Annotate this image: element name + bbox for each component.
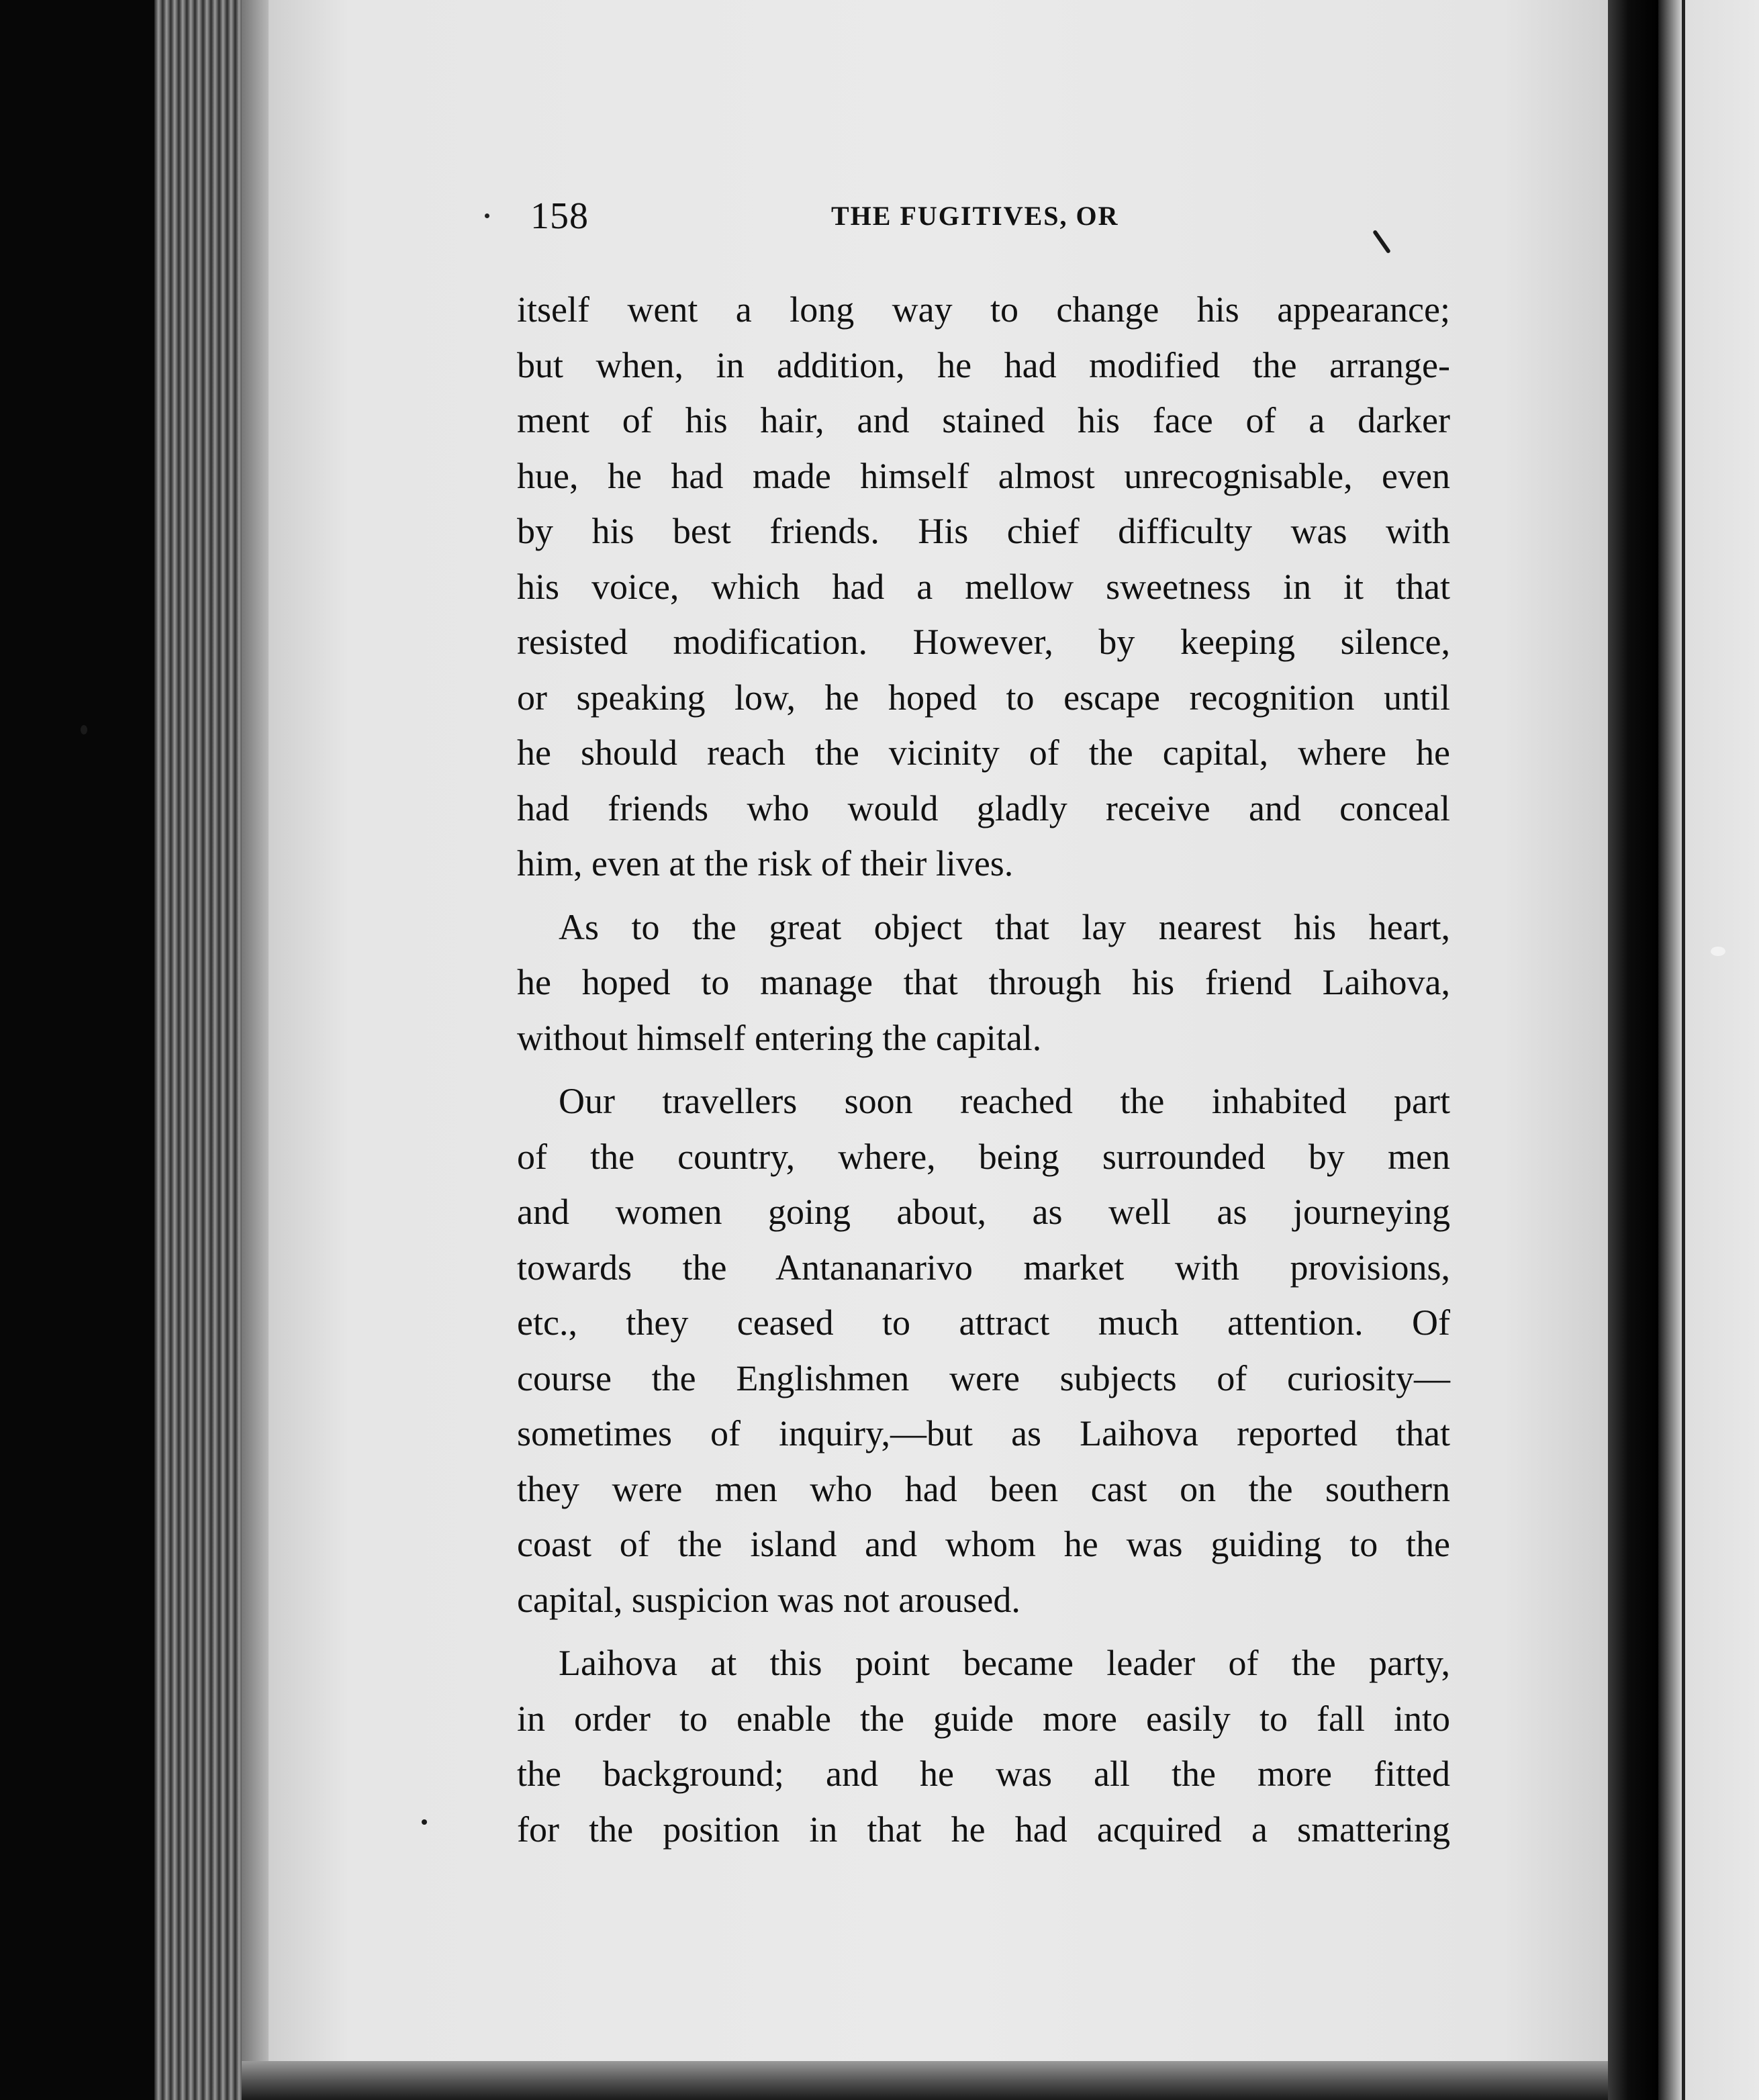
text-line: sometimes of inquiry,—but as Laihova reported that [517,1413,1450,1453]
margin-speck [485,213,489,218]
paragraph-1 [517,282,1450,892]
text-line: or speaking low, he hoped to escape recognition until [517,677,1450,718]
text-line: he hoped to manage that through his friend Laihova, [517,962,1450,1002]
text-line: As to the great object that lay nearest his heart, [559,906,1450,947]
facing-page-edge [1658,0,1759,2100]
text-line: him, even at the risk of their lives. [517,843,1014,884]
body-text [517,282,1450,1857]
text-line: course the Englishmen were subjects of curiosity— [517,1357,1450,1398]
page-number: 158 [530,195,589,237]
text-line: capital, suspicion was not aroused. [517,1579,1020,1620]
text-line: of the country, where, being surrounded by men [517,1136,1450,1177]
text-line: hue, he had made himself almost unrecognisable, even [517,455,1450,496]
text-line: the background; and he was all the more fitted [517,1754,1450,1794]
text-line: he should reach the vicinity of the capital, where he [517,732,1450,773]
text-line: they were men who had been cast on the southern [517,1468,1450,1509]
text-line: and women going about, as well as journeying [517,1192,1450,1232]
text-line: Our travellers soon reached the inhabited part [559,1081,1450,1121]
text-line: without himself entering the capital. [517,1017,1042,1058]
text-line: towards the Antananarivo market with provisions, [517,1247,1450,1288]
paragraph-2 [517,900,1450,1066]
text-line: for the position in that he had acquired a smattering [517,1809,1450,1850]
running-head [530,195,1464,248]
page-bottom-edge [242,2061,1625,2100]
facing-page-rule [1682,0,1685,2100]
text-line: etc., they ceased to attract much attention. Of [517,1302,1450,1343]
text-line: ment of his hair, and stained his face of a darker [517,400,1450,440]
text-line: had friends who would gladly receive and conceal [517,787,1450,828]
running-title: THE FUGITIVES, OR [831,201,1119,231]
text-line: but when, in addition, he had modified the arrange- [517,344,1450,385]
paragraph-4 [517,1635,1450,1857]
scan-speck [1711,947,1725,956]
text-line: his voice, which had a mellow sweetness in it that [517,566,1450,607]
text-line: by his best friends. His chief difficulty was with [517,511,1450,551]
text-line: itself went a long way to change his appearance; [517,289,1450,330]
paragraph-3 [517,1073,1450,1627]
text-line: resisted modification. However, by keeping silence, [517,622,1450,662]
text-line: coast of the island and whom he was guiding to the [517,1524,1450,1564]
scan-speck [422,1819,427,1825]
text-line: in order to enable the guide more easily to fall into [517,1698,1450,1739]
scan-speck [81,725,87,734]
binding-gutter [1608,0,1658,2100]
text-line: Laihova at this point became leader of the party, [559,1643,1450,1683]
